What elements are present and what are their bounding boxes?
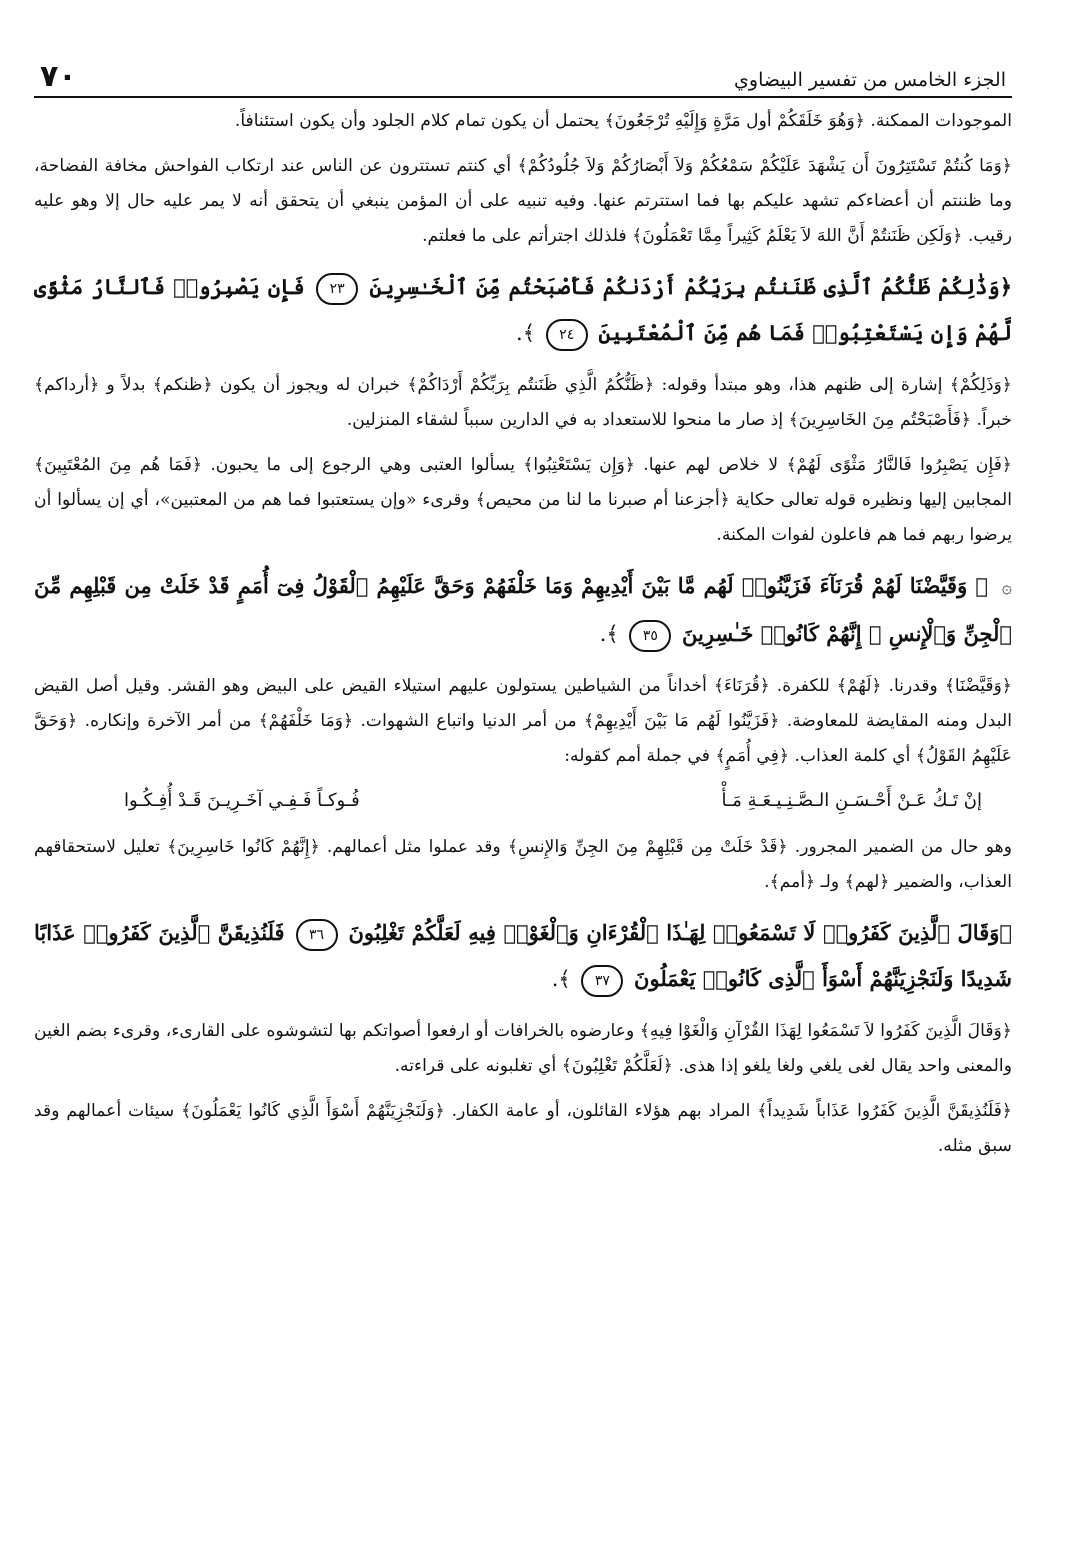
verse-close: ﴾. xyxy=(516,321,536,345)
poem-hemistich-left: فُـوكـاً فَـفِـي آخَـرِيـنَ قَـدْ أُفِـكُـوا xyxy=(124,790,360,811)
verse-number-marker: ٢٣ xyxy=(316,273,358,305)
verse-number-marker: ٣٦ xyxy=(296,919,338,951)
poem-hemistich-right: إنْ تَـكُ عَـنْ أَحْـسَـنِ الـصَّـنِـيـعَـةِ مَـأْ xyxy=(721,790,982,811)
verse-number-marker: ٣٥ xyxy=(629,620,671,652)
quran-verse xyxy=(34,563,1012,657)
verse-text: فَلَنُذِيقَنَّ ٱلَّذِينَ كَفَرُوا۟ عَذَابًا شَدِيدًا وَلَنَجْزِيَنَّهُمْ أَسْوَأَ ٱلَّذِى كَانُوا۟ يَعْمَلُونَ xyxy=(34,920,1012,991)
quran-verse xyxy=(34,910,1012,1002)
verse-text: فَإِن يَصْبِرُوا۟ فَٱلنَّارُ مَثْوًى لَّهُمْ وَإِن يَسْتَعْتِبُوا۟ فَمَا هُم مِّنَ ٱلْمُعْتَبِينَ xyxy=(34,274,1012,345)
hizb-star-icon: ۞ xyxy=(1001,577,1012,598)
page-number: ٧٠ xyxy=(40,59,77,94)
verse-number-marker: ٣٧ xyxy=(581,965,623,997)
commentary-paragraph: ﴿فَإِن يَصْبِرُوا فَالنَّارُ مَثْوًى لَهُمْ﴾ لا خلاص لهم عنها. ﴿وَإِن يَسْتَعْتِبُوا﴾ يسألوا العتبى وهي الرجوع إلى ما يحبون. ﴿فَمَا هُم مِنَ المُعْتَبِينَ﴾ المجابين إليها ونظيره قوله تعالى حكاية ﴿أجزعنا أم صبرنا ما لنا من محيص﴾ وقرىء «وإن يستعتبوا فما هم من المعتبين»، أي إن يسألوا أن يرضوا ربهم فما هم فاعلون لفوات المكنة. xyxy=(34,455,1012,545)
quran-verse xyxy=(34,264,1012,356)
commentary-paragraph: وهو حال من الضمير المجرور. ﴿قَدْ خَلَتْ مِن قَبْلِهِمْ مِنَ الجِنِّ وَالإِنسِ﴾ وقد عملوا مثل أعمالهم. ﴿إِنَّهُمْ كَانُوا خَاسِرِينَ﴾ تعليل لاستحقاقهم العذاب، والضمير ﴿لهم﴾ ولـ ﴿أمم﴾. xyxy=(34,837,1012,892)
verse-close: ﴾. xyxy=(599,622,619,646)
page-header xyxy=(34,40,1012,98)
commentary-paragraph: ﴿فَلَنُذِيقَنَّ الَّذِينَ كَفَرُوا عَذَاباً شَدِيداً﴾ المراد بهم هؤلاء القائلون، أو عامة الكفار. ﴿وَلَنَجْزِيَنَّهُمْ أَسْوَأَ الَّذِي كَانُوا يَعْمَلُونَ﴾ سيئات أعمالهم وقد سبق مثله. xyxy=(34,1101,1012,1156)
verse-text: ﴿ وَقَيَّضْنَا لَهُمْ قُرَنَآءَ فَزَيَّنُوا۟ لَهُم مَّا بَيْنَ أَيْدِيهِمْ وَمَا خَلْفَهُمْ وَحَقَّ عَلَيْهِمُ ٱلْقَوْلُ فِىٓ أُمَمٍ قَدْ خَلَتْ مِن قَبْلِهِم مِّنَ ٱلْجِنِّ وَٱلْإِنسِ ۖ إِنَّهُمْ كَانُوا۟ خَـٰسِرِينَ xyxy=(34,573,1012,646)
running-title: الجزء الخامس من تفسير البيضاوي xyxy=(734,69,1006,92)
commentary-paragraph: ﴿وَذَلِكُمْ﴾ إشارة إلى ظنهم هذا، وهو مبتدأ وقوله: ﴿ظَنُّكُمُ الَّذِي ظَنَنتُم بِرَبِّكُمْ أَرْدَاكُمْ﴾ خبران له ويجوز أن يكون ﴿ظنكم﴾ بدلاً و ﴿أرداكم﴾ خبراً. ﴿فَأَصْبَحْتُم مِنَ الخَاسِرِينَ﴾ إذ صار ما منحوا للاستعداد به في الدارين سبباً لشقاء المنزلين. xyxy=(34,375,1012,430)
commentary-paragraph: ﴿وَمَا كُنتُمْ تَسْتَتِرُونَ أَن يَشْهَدَ عَلَيْكُمْ سَمْعُكُمْ وَلاَ أَبْصَارُكُمْ وَلاَ جُلُودُكُمْ﴾ أي كنتم تستترون عن الناس عند ارتكاب الفواحش مخافة الفضاحة، وما ظننتم أن أعضاءكم تشهد عليكم بها فما استترتم عنها. وفيه تنبيه على أن المؤمن ينبغي أن يتحقق أنه لا يمر عليه حال إلا وهو عليه رقيب. ﴿وَلَكِن ظَنَنتُمْ أَنَّ اللهَ لاَ يَعْلَمُ كَثِيراً مِمَّا تَعْمَلُونَ﴾ فلذلك اجترأتم على ما فعلتم. xyxy=(34,156,1012,246)
commentary-paragraph: ﴿وَقَيَّضْنَا﴾ وقدرنا. ﴿لَهُمْ﴾ للكفرة. ﴿قُرَنَاءَ﴾ أخداناً من الشياطين يستولون عليهم استيلاء القيض على البيض وهو القشر. وقيل أصل القيض البدل ومنه المقايضة للمعاوضة. ﴿فَزَيَّنُوا لَهُم مَا بَيْنَ أَيْدِيهِمْ﴾ من أمر الدنيا واتباع الشهوات. ﴿وَمَا خَلْفَهُمْ﴾ من أمر الآخرة وإنكاره. ﴿وَحَقَّ عَلَيْهِمُ القَوْلُ﴾ أي كلمة العذاب. ﴿فِي أُمَمٍ﴾ في جملة أمم كقوله: xyxy=(34,676,1012,766)
poetry-verse xyxy=(34,780,1012,822)
verse-text: ﴿وَذَٰلِكُمْ ظَنُّكُمُ ٱلَّذِى ظَنَنتُم بِرَبِّكُمْ أَرْدَىٰكُمْ فَأَصْبَحْتُم مِّنَ ٱلْخَـٰسِرِينَ xyxy=(369,274,1012,299)
page-content xyxy=(34,104,1012,1164)
verse-number-marker: ٢٤ xyxy=(546,319,588,351)
commentary-paragraph: الموجودات الممكنة. ﴿وَهُوَ خَلَقَكُمْ أول مَرَّةٍ وَإِلَيْهِ تُرْجَعُونَ﴾ يحتمل أن يكون تمام كلام الجلود وأن يكون استئنافاً. xyxy=(234,111,1012,131)
commentary-paragraph: ﴿وَقَالَ الَّذِينَ كَفَرُوا لاَ تَسْمَعُوا لِهَذَا القُرْآنِ وَالْغَوْا فِيهِ﴾ وعارضوه بالخرافات أو ارفعوا أصواتكم بها لتشوشوه على القارىء، وقرىء بضم الغين والمعنى واحد يقال لغى يلغي ولغا يلغو إذا هذى. ﴿لَعَلَّكُمْ تَغْلِبُونَ﴾ أي تغلبونه على قراءته. xyxy=(34,1021,1012,1076)
verse-close: ﴾. xyxy=(551,967,571,991)
verse-text: ﴿وَقَالَ ٱلَّذِينَ كَفَرُوا۟ لَا تَسْمَعُوا۟ لِهَـٰذَا ٱلْقُرْءَانِ وَٱلْغَوْا۟ فِيهِ لَعَلَّكُمْ تَغْلِبُونَ xyxy=(348,920,1012,945)
